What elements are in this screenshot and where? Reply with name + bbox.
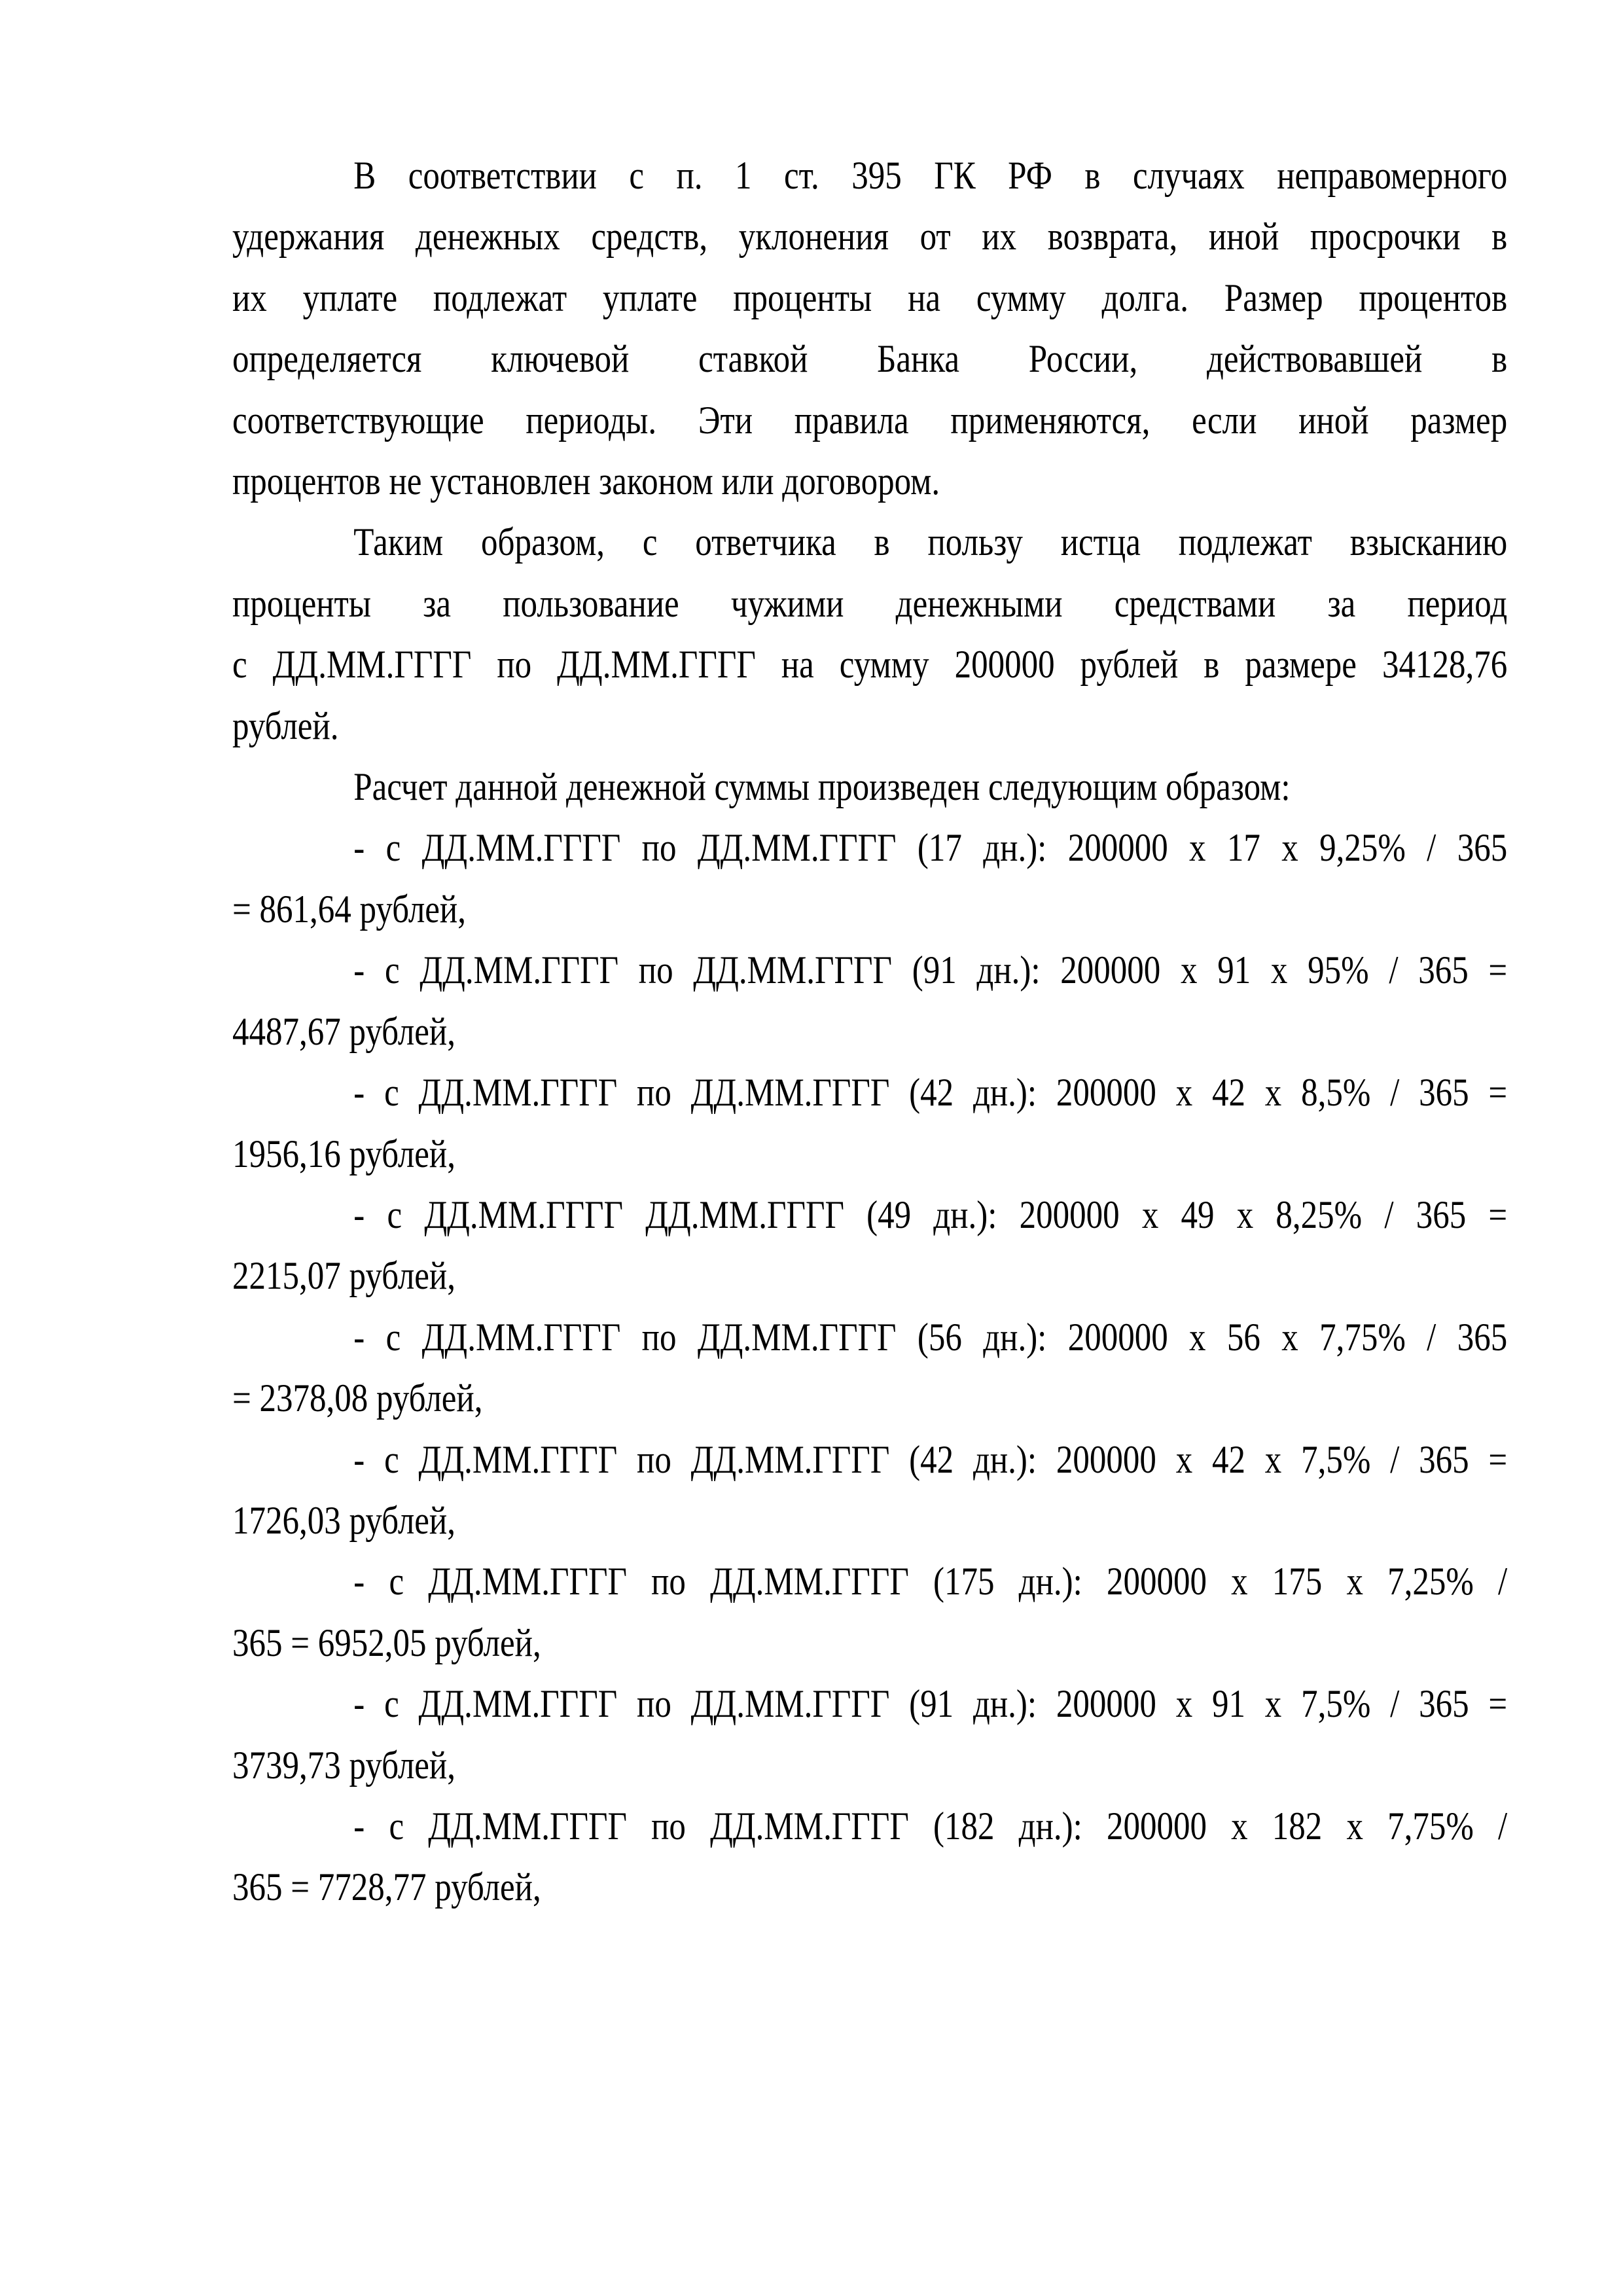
paragraph — [232, 940, 1507, 1062]
paragraph — [232, 145, 1507, 512]
text-line: 3739,73 рублей, — [232, 1743, 455, 1787]
text-line: удержания денежных средств, уклонения от их возврата, иной просрочки в — [232, 215, 1508, 259]
paragraph — [232, 817, 1507, 940]
text-line: 1726,03 рублей, — [232, 1498, 455, 1542]
text-line: их уплате подлежат уплате проценты на сумму долга. Размер процентов — [232, 276, 1508, 319]
text-line: = 861,64 рублей, — [232, 887, 466, 931]
text-line: - с ДД.ММ.ГГГГ по ДД.ММ.ГГГГ (56 дн.): 200000 х 56 х 7,75% / 365 — [353, 1315, 1508, 1359]
text-line: В соответствии с п. 1 ст. 395 ГК РФ в случаях неправомерного — [353, 154, 1508, 197]
paragraph — [232, 512, 1507, 757]
paragraph — [232, 1674, 1507, 1796]
text-line: 365 = 6952,05 рублей, — [232, 1621, 541, 1664]
paragraph — [232, 1796, 1507, 1918]
text-line: проценты за пользование чужими денежными средствами за период — [232, 581, 1508, 625]
paragraph — [232, 1185, 1507, 1307]
text-line: - с ДД.ММ.ГГГГ по ДД.ММ.ГГГГ (91 дн.): 200000 х 91 х 7,5% / 365 = — [353, 1682, 1508, 1726]
text-line: 4487,67 рублей, — [232, 1009, 455, 1053]
text-line: - с ДД.ММ.ГГГГ по ДД.ММ.ГГГГ (42 дн.): 200000 х 42 х 8,5% / 365 = — [353, 1071, 1508, 1115]
paragraph — [232, 757, 1507, 817]
text-line: 1956,16 рублей, — [232, 1132, 455, 1175]
paragraph — [232, 1307, 1507, 1429]
paragraph — [232, 1429, 1507, 1552]
text-line: соответствующие периоды. Эти правила применяются, если иной размер — [232, 398, 1508, 442]
text-line: - с ДД.ММ.ГГГГ по ДД.ММ.ГГГГ (17 дн.): 200000 х 17 х 9,25% / 365 — [353, 826, 1508, 870]
document-body — [232, 145, 1507, 1918]
text-line: - с ДД.ММ.ГГГГ по ДД.ММ.ГГГГ (175 дн.): 200000 х 175 х 7,25% / — [353, 1560, 1508, 1604]
text-line: - с ДД.ММ.ГГГГ по ДД.ММ.ГГГГ (42 дн.): 200000 х 42 х 7,5% / 365 = — [353, 1437, 1508, 1481]
text-line: определяется ключевой ставкой Банка России, действовавшей в — [232, 337, 1508, 381]
text-line: - с ДД.ММ.ГГГГ ДД.ММ.ГГГГ (49 дн.): 200000 х 49 х 8,25% / 365 = — [353, 1193, 1508, 1236]
text-line: - с ДД.ММ.ГГГГ по ДД.ММ.ГГГГ (91 дн.): 200000 х 91 х 95% / 365 = — [353, 948, 1508, 992]
paragraph — [232, 1062, 1507, 1185]
paragraph — [232, 1551, 1507, 1674]
text-line: 365 = 7728,77 рублей, — [232, 1865, 541, 1909]
text-line: процентов не установлен законом или договором. — [232, 459, 940, 503]
text-line: - с ДД.ММ.ГГГГ по ДД.ММ.ГГГГ (182 дн.): 200000 х 182 х 7,75% / — [353, 1804, 1508, 1848]
text-line: Таким образом, с ответчика в пользу истца подлежат взысканию — [353, 520, 1508, 564]
text-line: = 2378,08 рублей, — [232, 1376, 483, 1420]
text-line: Расчет данной денежной суммы произведен следующим образом: — [353, 765, 1291, 809]
text-line: 2215,07 рублей, — [232, 1254, 455, 1298]
text-line: рублей. — [232, 704, 339, 747]
text-line: с ДД.ММ.ГГГГ по ДД.ММ.ГГГГ на сумму 200000 рублей в размере 34128,76 — [232, 643, 1508, 687]
